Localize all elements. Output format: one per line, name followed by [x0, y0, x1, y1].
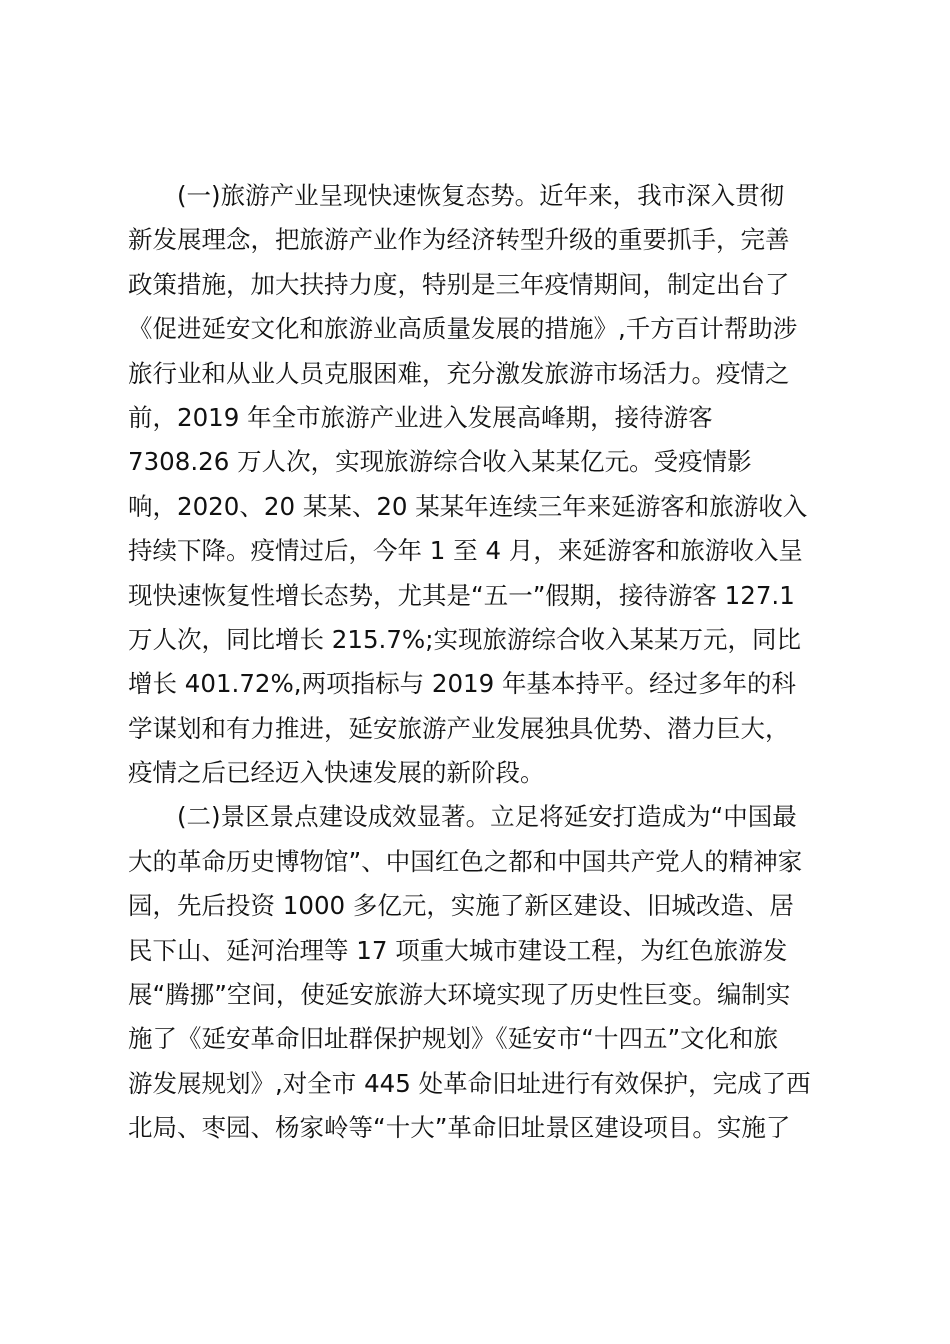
paragraph-line: 旅行业和从业人员克服困难，充分激发旅游市场活力。疫情之: [128, 358, 790, 388]
paragraph-line: 现快速恢复性增长态势，尤其是“五一”假期，接待游客 127.1: [128, 580, 795, 610]
body-text: [128, 174, 848, 1151]
paragraph-line: 疫情之后已经迈入快速发展的新阶段。: [128, 758, 545, 788]
paragraph-line: 前，2019 年全市旅游产业进入发展高峰期，接待游客: [128, 402, 713, 432]
paragraph-line: 北局、枣园、杨家岭等“十大”革命旧址景区建设项目。实施了: [128, 1113, 791, 1143]
paragraph-line: 响，2020、20 某某、20 某某年连续三年来延游客和旅游收入: [128, 491, 808, 521]
paragraph-line: 政策措施，加大扶持力度，特别是三年疫情期间，制定出台了: [128, 269, 790, 299]
paragraph-line: 新发展理念，把旅游产业作为经济转型升级的重要抓手，完善: [128, 225, 790, 255]
paragraph-tourism-recovery: [128, 174, 848, 795]
paragraph-line: 游发展规划》,对全市 445 处革命旧址进行有效保护，完成了西: [128, 1068, 811, 1098]
paragraph-line: 增长 401.72%,两项指标与 2019 年基本持平。经过多年的科: [128, 669, 797, 699]
paragraph-line: 《促进延安文化和旅游业高质量发展的措施》,千方百计帮助涉: [128, 314, 798, 344]
paragraph-line: 民下山、延河治理等 17 项重大城市建设工程，为红色旅游发: [128, 935, 788, 965]
paragraph-line: (一)旅游产业呈现快速恢复态势。近年来，我市深入贯彻: [177, 181, 785, 210]
paragraph-line: 展“腾挪”空间，使延安旅游大环境实现了历史性巨变。编制实: [128, 980, 791, 1010]
paragraph-line: 7308.26 万人次，实现旅游综合收入某某亿元。受疫情影: [128, 447, 752, 477]
paragraph-line: 万人次，同比增长 215.7%;实现旅游综合收入某某万元，同比: [128, 624, 801, 654]
paragraph-line: 施了《延安革命旧址群保护规划》《延安市“十四五”文化和旅: [128, 1024, 779, 1054]
paragraph-line: 持续下降。疫情过后，今年 1 至 4 月，来延游客和旅游收入呈: [128, 536, 803, 566]
paragraph-line: 园，先后投资 1000 多亿元，实施了新区建设、旧城改造、居: [128, 891, 794, 921]
paragraph-scenic-construction: [128, 795, 848, 1150]
paragraph-line: (二)景区景点建设成效显著。立足将延安打造成为“中国最: [177, 802, 797, 832]
paragraph-line: 学谋划和有力推进，延安旅游产业发展独具优势、潜力巨大，: [128, 713, 790, 743]
paragraph-line: 大的革命历史博物馆”、中国红色之都和中国共产党人的精神家: [128, 846, 803, 876]
